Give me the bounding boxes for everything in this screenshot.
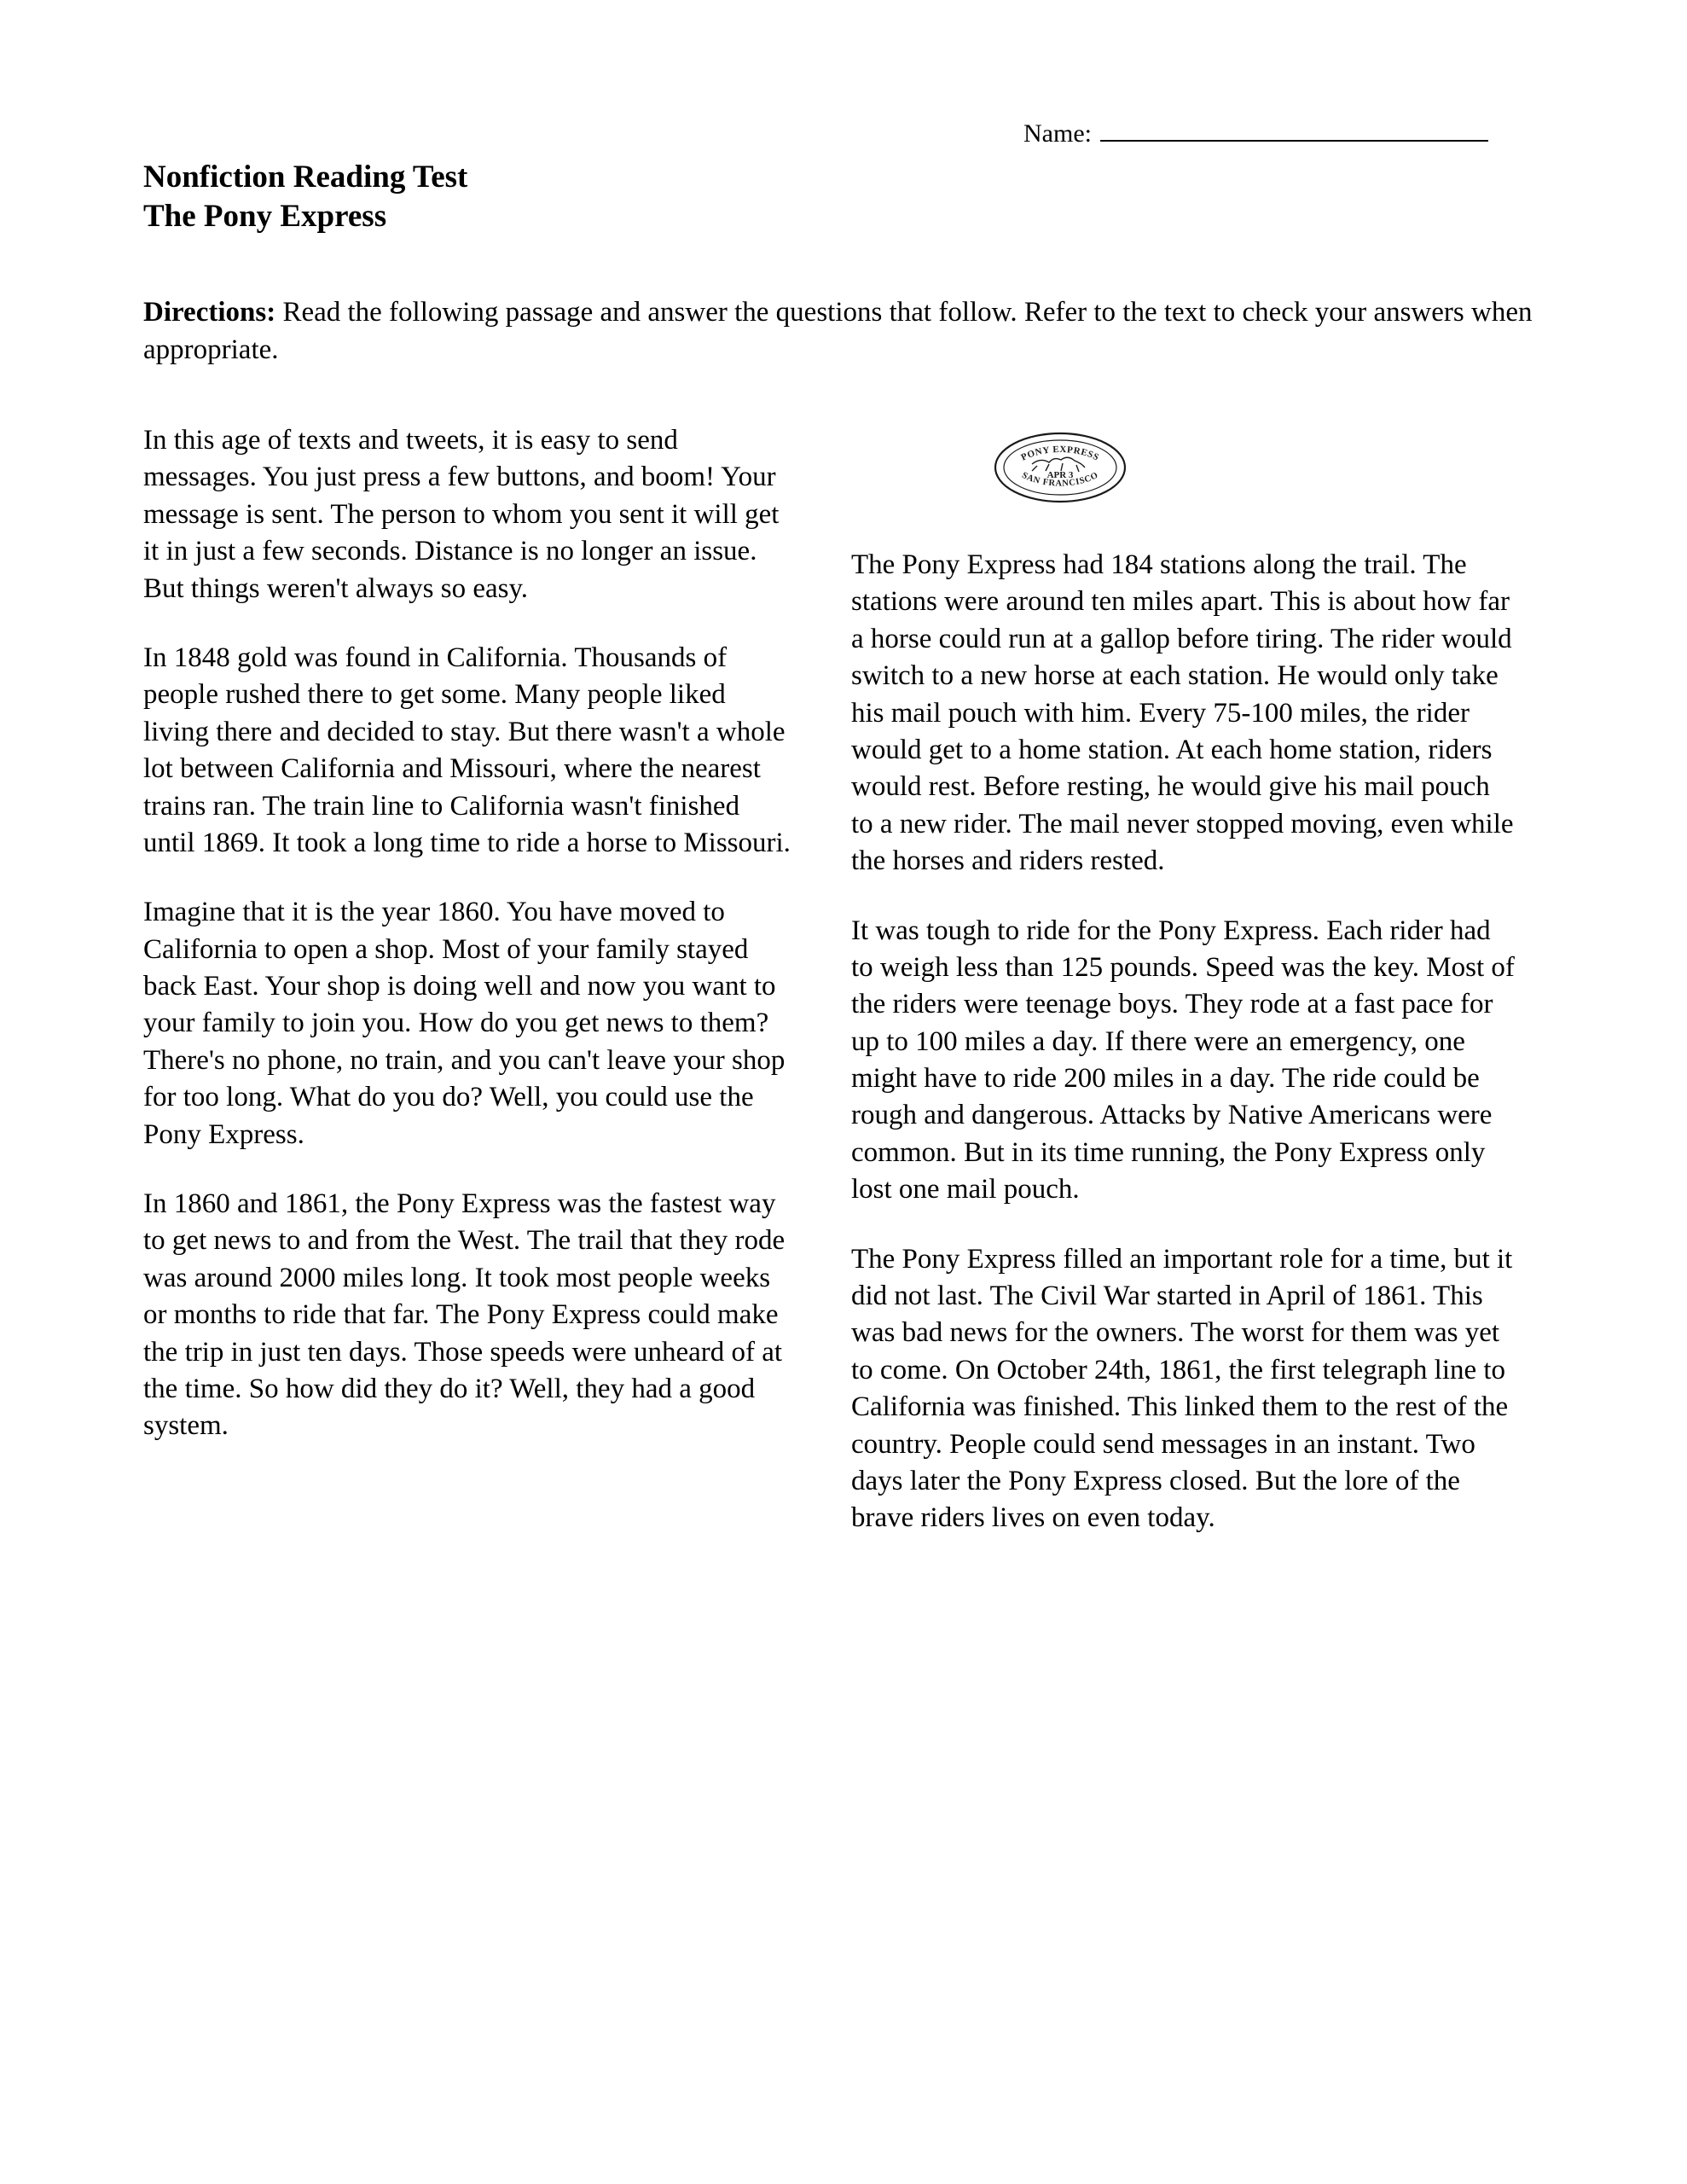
name-input-line[interactable] [1100, 118, 1488, 142]
paragraph: In this age of texts and tweets, it is easy to send messages. You just press a few buttons, and boom! Your message is sent. The person to whom you sent it will get it in just a few seconds. Distance is no longer an issue. But things weren't always so easy. [143, 425, 780, 604]
paragraph: The Pony Express had 184 stations along the trail. The stations were around ten miles apart. This is about how far a horse could run at a gallop before tiring. The rider would switch to a new horse at each station. He would only take his mail pouch with him. Every 75-100 miles, the rider would get to a home station. At each home station, riders would rest. Before resting, he would give his mail pouch to a new rider. The mail never stopped moving, even while the horses and riders rested. [851, 549, 1514, 877]
paragraph: In 1848 gold was found in California. Thousands of people rushed there to get some. Many people liked living there and decided to stay. But there wasn't a whole lot between California and Missouri, where the nearest trains ran. The train line to California wasn't finished until 1869. It took a long time to ride a horse to Missouri. [143, 642, 791, 858]
title-line-2: The Pony Express [143, 199, 387, 235]
passage-right-column [851, 547, 1518, 1570]
paragraph: Imagine that it is the year 1860. You have moved to California to open a shop. Most of your family stayed back East. Your shop is doing well and now you want to your family to join you. How do you get news to them? There's no phone, no train, and you can't leave your shop for too long. What do you do? Well, you could use the Pony Express. [143, 897, 786, 1150]
stamp-icon [988, 427, 1133, 508]
directions-block [143, 294, 1544, 369]
directions-label: Directions: [143, 297, 276, 328]
svg-text:SAN FRANCISCO: SAN FRANCISCO [1020, 470, 1100, 489]
pony-express-stamp [988, 427, 1133, 512]
paragraph: It was tough to ride for the Pony Express. Each rider had to weigh less than 125 pounds. Speed was the key. Most of the riders were teenage boys. They rode at a fast pace for up to 100 miles a day. If there were an emergency, one might have to ride 200 miles in a day. The ride could be rough and dangerous. Attacks by Native Americans were common. But in its time running, the Pony Express only lost one mail pouch. [851, 915, 1515, 1205]
paragraph: In 1860 and 1861, the Pony Express was the fastest way to get news to and from the West. The trail that they rode was around 2000 miles long. It took most people weeks or months to ride that far. The Pony Express could make the trip in just ten days. Those speeds were unheard of at the time. So how did they do it? Well, they had a good system. [143, 1188, 786, 1442]
name-field-row [1023, 118, 1488, 148]
paragraph: The Pony Express filled an important role for a time, but it did not last. The Civil War started in April of 1861. This was bad news for the owners. The worst for them was yet to come. On October 24th, 1861, the first telegraph line to California was finished. This linked them to the rest of the country. People could send messages in an instant. Two days later the Pony Express closed. But the lore of the brave riders lives on even today. [851, 1243, 1513, 1534]
page-title [143, 158, 467, 237]
name-label: Name: [1023, 119, 1092, 148]
title-line-1: Nonfiction Reading Test [143, 160, 468, 195]
svg-text:PONY EXPRESS: PONY EXPRESS [1019, 444, 1101, 463]
directions-text: Read the following passage and answer the questions that follow. Refer to the text to check your answers when appropriate. [143, 297, 1533, 365]
svg-text:APR 3: APR 3 [1046, 470, 1074, 480]
passage-left-column [143, 422, 791, 1478]
